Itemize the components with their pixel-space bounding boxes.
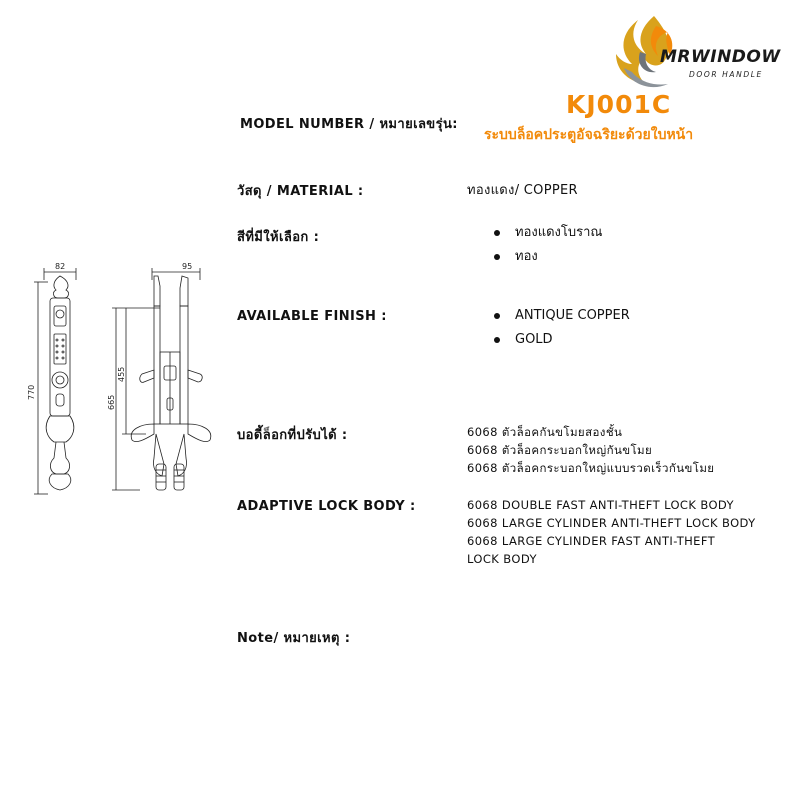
- list-item: LOCK BODY: [467, 552, 537, 566]
- material-label: วัสดุ / MATERIAL :: [237, 184, 364, 199]
- technical-drawing: [20, 258, 220, 503]
- model-number-label: MODEL NUMBER / หมายเลขรุ่น:: [240, 117, 458, 132]
- colors-thai-label: สีที่มีให้เลือก :: [237, 230, 320, 245]
- lock-body-thai-label: บอดี้ล็อกที่ปรับได้ :: [237, 428, 348, 443]
- lock-body-label: ADAPTIVE LOCK BODY :: [237, 499, 416, 514]
- list-item: ANTIQUE COPPER: [493, 306, 630, 330]
- list-item: 6068 ตัวล็อคกระบอกใหญ่แบบรวดเร็วกันขโมย: [467, 461, 715, 475]
- side-total-height-label: 665: [107, 394, 116, 410]
- list-item: ทอง: [493, 247, 602, 271]
- front-height-label: 770: [27, 384, 36, 400]
- brand-tagline: DOOR HANDLE: [689, 70, 763, 79]
- list-item: 6068 DOUBLE FAST ANTI-THEFT LOCK BODY: [467, 498, 734, 512]
- finish-list: [493, 306, 630, 354]
- model-description: ระบบล็อคประตูอัจฉริยะด้วยใบหน้า: [484, 127, 694, 143]
- finish-label: AVAILABLE FINISH :: [237, 309, 387, 324]
- side-mid-height-label: 455: [117, 366, 126, 382]
- note-label: Note/ หมายเหตุ :: [237, 631, 351, 646]
- lock-body-list: [467, 496, 756, 568]
- side-depth-label: 95: [182, 262, 193, 271]
- list-item: 6068 ตัวล็อคกระบอกใหญ่กันขโมย: [467, 443, 653, 457]
- front-width-label: 82: [55, 262, 66, 271]
- colors-thai-list: [493, 223, 602, 271]
- model-code: KJ001C: [566, 90, 672, 119]
- list-item: 6068 LARGE CYLINDER ANTI-THEFT LOCK BODY: [467, 516, 756, 530]
- list-item: 6068 LARGE CYLINDER FAST ANTI-THEFT: [467, 534, 716, 548]
- list-item: GOLD: [493, 330, 630, 354]
- front-view-handle: [46, 276, 74, 490]
- lock-body-thai-list: [467, 423, 714, 477]
- list-item: 6068 ตัวล็อคกันขโมยสองชั้น: [467, 425, 623, 439]
- brand-name: MRWINDOW: [660, 47, 781, 67]
- material-value: ทองแดง/ COPPER: [467, 183, 578, 198]
- list-item: ทองแดงโบราณ: [493, 223, 602, 247]
